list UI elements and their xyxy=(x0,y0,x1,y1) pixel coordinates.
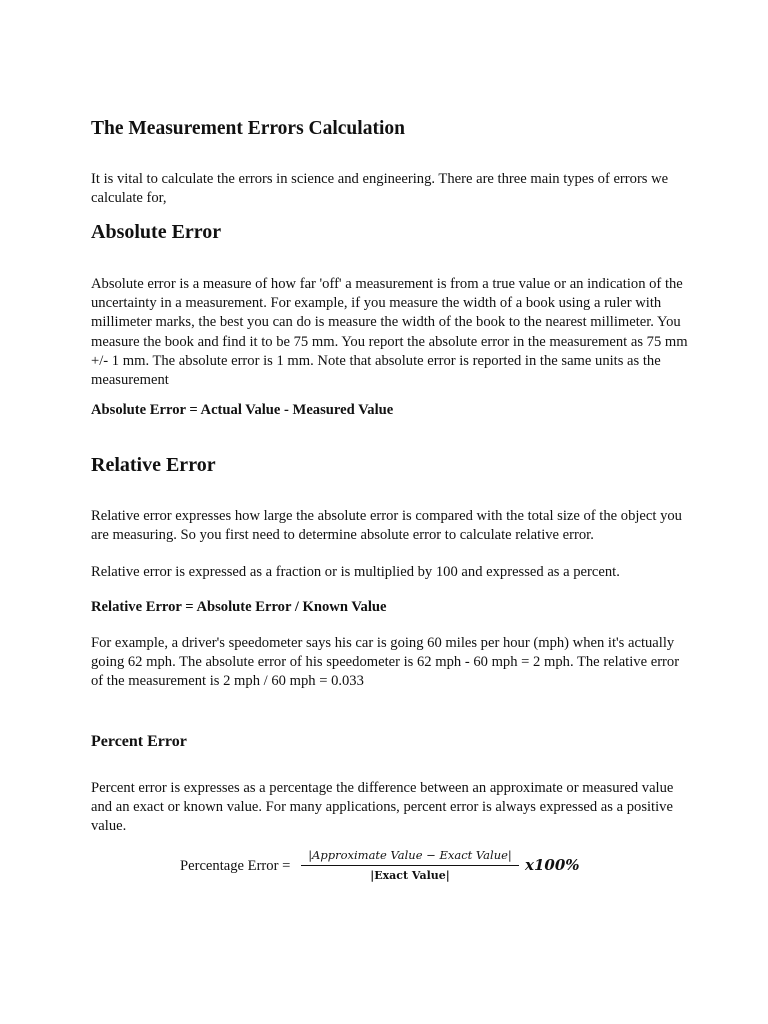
absolute-error-paragraph: Absolute error is a measure of how far 'off' a measurement is from a true value or an indication of the uncertainty in a measurement. For example, if you measure the width of a book using a ruler with millimeter marks, the best you can do is measure the width of the book to the nearest millimeter. You measure the book and find it to be 75 mm. You report the absolute error in the measurement as 75 mm +/- 1 mm. The absolute error is 1 mm. Note that absolute error is reported in the same units as the measurement xyxy=(91,276,688,389)
relative-error-paragraph: Relative error expresses how large the absolute error is compared with the total size of the object you are measuring. So you first need to determine absolute error to calculate relative error. xyxy=(91,508,682,544)
percentage-error-equation xyxy=(180,845,600,889)
fraction-bar xyxy=(301,865,519,866)
equation-lhs: Percentage Error = xyxy=(180,858,291,874)
equation-factor: x100% xyxy=(525,856,580,874)
equation-fraction xyxy=(301,845,519,889)
equation-denominator: |Exact Value| xyxy=(370,869,450,882)
percent-error-paragraph: Percent error is expresses as a percentage the difference between an approximate or measured value and an exact or known value. For many applications, percent error is always expressed as a positive value. xyxy=(91,780,674,835)
relative-error-formula: Relative Error = Absolute Error / Known Value xyxy=(91,599,387,615)
percent-error-heading: Percent Error xyxy=(91,733,187,750)
absolute-error-heading: Absolute Error xyxy=(91,221,222,243)
relative-error-percent-note: Relative error is expressed as a fraction or is multiplied by 100 and expressed as a percent. xyxy=(91,564,620,580)
equation-numerator: |Approximate Value − Exact Value| xyxy=(308,848,512,862)
absolute-error-formula: Absolute Error = Actual Value - Measured Value xyxy=(91,402,394,418)
intro-paragraph: It is vital to calculate the errors in science and engineering. There are three main types of errors we calculate for, xyxy=(91,171,669,207)
page-title: The Measurement Errors Calculation xyxy=(91,118,405,139)
relative-error-example: For example, a driver's speedometer says his car is going 60 miles per hour (mph) when it's actually going 62 mph. The absolute error of his speedometer is 62 mph - 60 mph = 2 mph. The relative error of the measurement is 2 mph / 60 mph = 0.033 xyxy=(91,635,680,690)
relative-error-heading: Relative Error xyxy=(91,454,216,476)
